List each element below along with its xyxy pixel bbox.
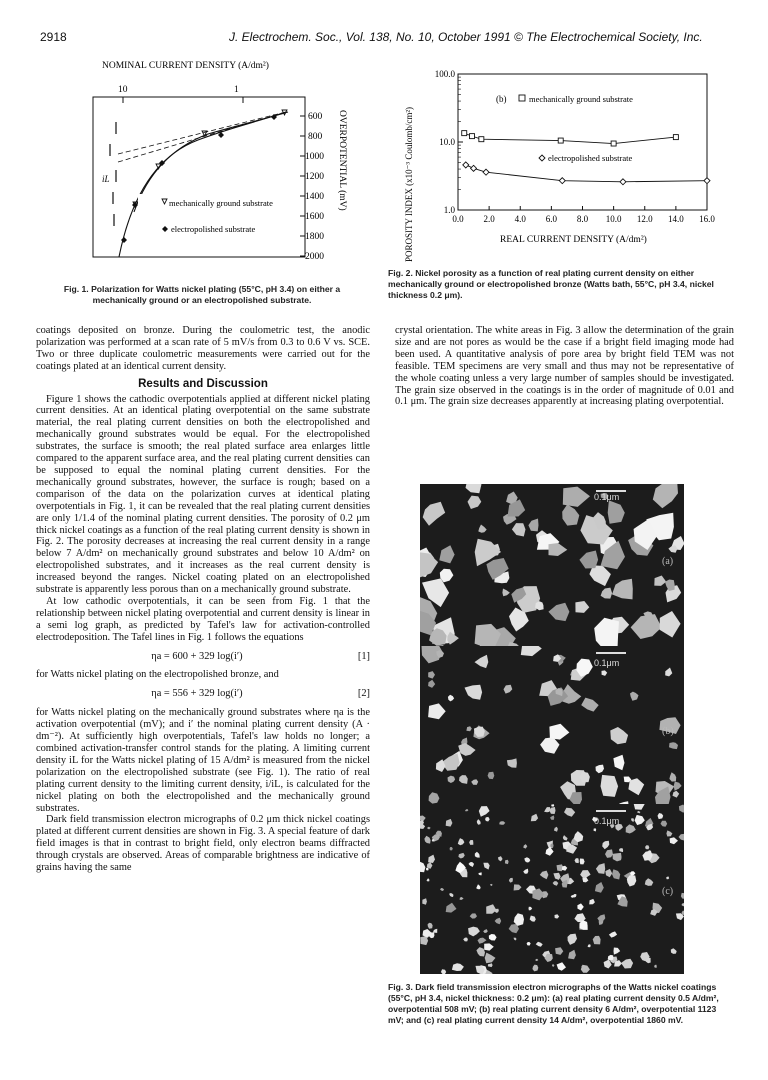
- fig1-right-axis-label: OVERPOTENTIAL (mV): [337, 110, 347, 211]
- data-point-square: [462, 131, 467, 136]
- running-header: J. Electrochem. Soc., Vol. 138, No. 10, October 1991 © The Electrochemical Society, Inc.: [229, 30, 703, 44]
- fig1-tick-1000: 1000: [305, 152, 324, 162]
- x-tick-label: 8.0: [576, 214, 589, 224]
- x-tick-label: 2.0: [483, 214, 495, 224]
- panel-label-b: (b): [662, 726, 674, 737]
- paragraph: coatings deposited on bronze. During the coulometric test, the anodic polarization was performed at a scan rate of 5 mV/s from 0.3 to 0.6 V vs. SCE. Two or three duplicate coulometric measurements were carried out for the coatings plated at an identical current density.: [36, 325, 370, 372]
- fig2-legend-square-icon: [519, 95, 525, 101]
- figure-2-chart: [388, 54, 733, 264]
- panel-label-a: (a): [662, 556, 674, 567]
- micrograph-b-image: [420, 646, 684, 806]
- fig2-x-axis-label: REAL CURRENT DENSITY (A/dm²): [500, 235, 647, 245]
- x-tick-label: 16.0: [699, 214, 715, 224]
- x-tick-label: 4.0: [514, 214, 526, 224]
- fig2-panel-label: (b): [496, 94, 507, 104]
- micrograph-b: [420, 646, 684, 806]
- fig1-tick-1400: 1400: [305, 192, 324, 202]
- fig1-legend-elec: electropolished substrate: [171, 224, 256, 234]
- fig2-legend-elec: electropolished substrate: [548, 153, 633, 163]
- page-number: 2918: [40, 30, 67, 44]
- data-point-square: [558, 138, 563, 143]
- fig1-mech-markers: [133, 110, 287, 207]
- series-line-elec: [466, 165, 707, 182]
- micrograph-background: [420, 804, 684, 974]
- figure-2: [388, 54, 733, 264]
- x-tick-label: 14.0: [668, 214, 684, 224]
- fig2-legend-mech: mechanically ground substrate: [529, 94, 633, 104]
- micrograph-c: [420, 804, 684, 974]
- figure-3: [420, 484, 684, 1054]
- paragraph: crystal orientation. The white areas in Fig. 3 allow the determination of the grain size and are not pores as would be the case if a bright field imaging mode had been used. A quantitative analysis of pore area by bright field TEM was not feasible. TEM specimens are very small and thus may not be representative of the whole coating unless a very large number of samples should be investigated. The grain size observed in the coatings is in the order of magnitude of 0.01 and 0.1 μm. The grain size decreases apparently at increasing plating overpotential.: [395, 325, 734, 408]
- fig1-tick-600: 600: [308, 112, 323, 122]
- micrograph-a: [420, 484, 684, 664]
- x-tick-label: 10.0: [605, 214, 622, 224]
- left-text-column: [36, 325, 370, 874]
- fig1-legend-mech: mechanically ground substrate: [169, 198, 273, 208]
- grain: [551, 804, 554, 806]
- figure-3-caption: Fig. 3. Dark field transmission electron micrographs of the Watts nickel coatings (55°C, pH 3.4, nickel thickness: 0.2 μm): (a) real plating current density 0.5 A/dm², overpotential 508 mV; (b) real plating current density 6 A/dm², overpotential 1123 mV; and (c) real plating current density 14 A/dm², overpotential 1860 mV.: [388, 982, 719, 1025]
- equation-2-formula: ηa = 556 + 329 log(i′): [151, 688, 243, 700]
- scale-bar-label-b: 0.1μm: [594, 658, 620, 668]
- paragraph: At low cathodic overpotentials, it can be seen from Fig. 1 that the relationship between nickel plating overpotential and current density is linear in a semi log graph, as predicted by Tafel's law for activation-controlled electrodeposition. The Tafel lines in Fig. 1 follows the equations: [36, 595, 370, 643]
- fig1-tick-1800: 1800: [305, 232, 324, 242]
- data-point-diamond: [483, 169, 489, 175]
- equation-2-number: [2]: [357, 688, 370, 700]
- data-point-square: [611, 141, 616, 146]
- data-point-square: [470, 134, 475, 139]
- data-point-diamond: [471, 165, 477, 171]
- scale-bar: [596, 652, 626, 654]
- equation-1: [36, 651, 370, 663]
- fig1-il-label: iL: [102, 174, 110, 184]
- paragraph: for Watts nickel plating on the electropolished bronze, and: [36, 669, 279, 681]
- equation-2: [36, 688, 370, 700]
- scale-bar-label-c: 0.1μm: [594, 816, 620, 826]
- scale-bar-label-a: 0.1μm: [594, 492, 620, 502]
- fig1-right-tick-labels: [305, 112, 324, 262]
- data-point-diamond: [463, 162, 469, 168]
- micrograph-c-image: [420, 804, 684, 974]
- fig1-tick-1200: 1200: [305, 172, 324, 182]
- fig1-tick-1600: 1600: [305, 212, 324, 222]
- fig1-limit-markers: [110, 122, 116, 226]
- data-point-diamond: [620, 179, 626, 185]
- fig2-y-axis-label: POROSITY INDEX (x10⁻³ Coulomb/cm²): [404, 106, 414, 262]
- scale-bar: [596, 810, 626, 812]
- figure-1: [38, 52, 368, 277]
- fig1-tick-800: 800: [308, 132, 323, 142]
- paragraph: Figure 1 shows the cathodic overpotentials applied at different nickel plating current densities. At an identical plating overpotential on the same substrate material, the real plating current densities on both the electropolished and mechanically ground substrates would be equal. For the electropolished substrates, the surface is smooth; the real plated surface area enlarges little compared to the apparent surface area, and the real plating current densities can be supposed to equal the nominal plating current densities. For the mechanically ground substrates, however, the surface is rough; based on a comparison of the data on the polarization curves at identical plating overpotentials in Fig. 1, it can be revealed that the real plating current densities are only 1/1.4 of the nominal plating current densities. The porosity of 0.2 μm thick nickel coatings as a function of the real plating current density is shown in Fig. 2. The porosity decreases at increasing the real current density in a range below 7 A/dm² on mechanically ground substrates and below 10 A/dm² on electropolished substrates, and it increases as the real current density is increased beyond the ranges. Nickel coating plated on an electropolished substrate is apparently less porous than on a mechanically ground substrate.: [36, 393, 370, 596]
- figure-1-plot: [38, 52, 368, 277]
- figure-1-caption: Fig. 1. Polarization for Watts nickel plating (55°C, pH 3.4) on either a mechanically ground or an electropolished substrate.: [63, 284, 341, 305]
- fig1-tafel-line-elec: [118, 112, 286, 154]
- fig1-top-tick-1: 1: [234, 85, 239, 95]
- fig1-tick-2000: 2000: [305, 252, 324, 262]
- y-tick-label: 100.0: [434, 69, 455, 79]
- equation-1-number: [1]: [357, 650, 370, 662]
- micrograph-a-image: [420, 484, 684, 664]
- fig1-top-tick-10: 10: [118, 85, 128, 95]
- data-point-diamond: [704, 178, 710, 184]
- y-tick-label: 10.0: [439, 137, 455, 147]
- y-tick-label: 1.0: [443, 205, 455, 215]
- panel-label-c: (c): [662, 886, 674, 897]
- fig1-top-axis-label: NOMINAL CURRENT DENSITY (A/dm²): [102, 61, 269, 71]
- x-tick-label: 6.0: [545, 214, 557, 224]
- figure-2-caption: Fig. 2. Nickel porosity as a function of real plating current density on either mechanically ground or electropolished bronze (Watts bath, 55°C, pH 3.4, nickel thickness 0.2 μm).: [388, 268, 714, 300]
- fig2-legend-diamond-icon: [539, 155, 545, 161]
- equation-1-formula: ηa = 600 + 329 log(i′): [151, 650, 243, 662]
- paragraph: Dark field transmission electron micrographs of 0.2 μm thick nickel coatings plated at different current densities are shown in Fig. 3. A special feature of dark field images is that in contrast to bright field, only electron beams diffracted through crystals are observed. Areas of comparable brightness are indicative of grains having the same: [36, 814, 370, 874]
- paragraph: for Watts nickel plating on the mechanically ground substrates where ηa is the activation overpotential (mV); and i′ the nominal plating current density (A · dm⁻²). At sufficiently high overpotentials, Tafel's law holds no longer; a combined activation-transfer control stands for the plating. A limiting current density iL for the Watts nickel plating of 15 A/dm² is measured from the nickel polarization on the electropolished substrate (see Fig. 1). The ratio of real plating current density to the limiting current density, i/iL, is calculated for the nickel plating on both the electropolished and the mechanically ground substrates.: [36, 707, 370, 814]
- right-text-column: [395, 325, 734, 408]
- data-point-diamond: [559, 178, 565, 184]
- section-heading: Results and Discussion: [138, 377, 268, 390]
- grain: [505, 860, 509, 864]
- data-point-square: [673, 135, 678, 140]
- x-tick-label: 0.0: [452, 214, 464, 224]
- x-tick-label: 12.0: [636, 214, 653, 224]
- data-point-square: [479, 137, 484, 142]
- series-line-mech: [464, 133, 676, 143]
